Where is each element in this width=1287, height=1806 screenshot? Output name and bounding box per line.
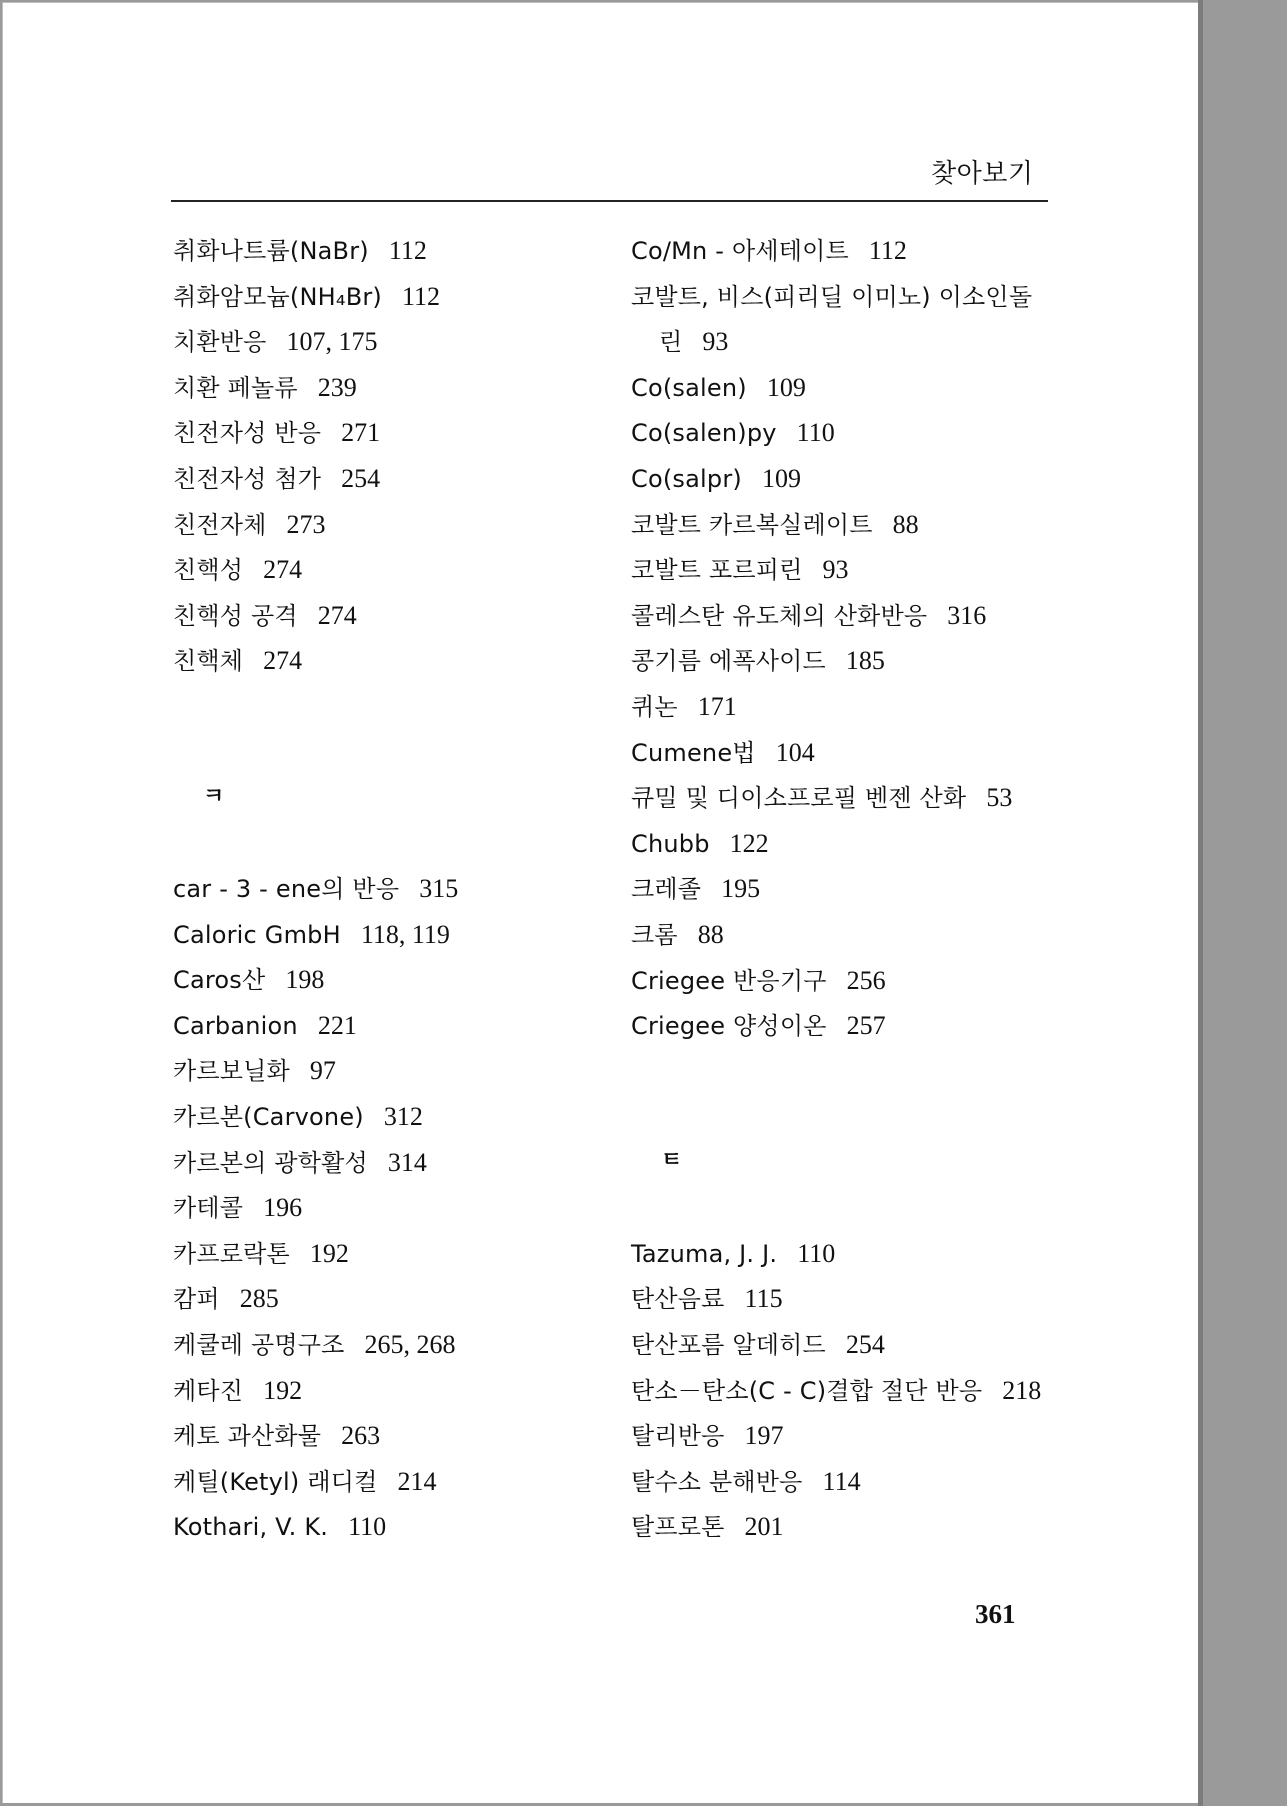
index-entry [173,277,440,317]
index-entry [631,1325,885,1365]
index-pages: 112 [868,236,907,265]
index-entry [631,1416,784,1456]
index-entry [631,778,1012,818]
page-number: 361 [975,1599,1016,1629]
index-entry [173,869,458,909]
index-term: Tazuma, J. J. [631,1239,778,1268]
index-pages: 88 [697,920,724,949]
index-pages: 195 [721,874,761,904]
index-entry [173,459,380,499]
index-pages: 285 [239,1284,279,1314]
index-term: car - 3 - ene의 반응 [173,875,400,903]
index-entry [173,550,302,590]
index-entry [173,1188,302,1228]
index-pages: 107, 175 [286,327,378,357]
index-pages: 273 [286,509,326,539]
index-pages: 221 [317,1010,357,1040]
index-pages: 257 [846,1011,886,1041]
index-term: 코발트 포르피린 [631,556,803,585]
index-pages: 254 [845,1330,885,1359]
index-pages: 109 [761,464,801,493]
index-pages: 214 [397,1466,437,1496]
index-entry [631,1006,886,1046]
index-entry [173,1051,336,1091]
index-entry [631,1507,784,1547]
index-pages: 110 [797,1238,836,1268]
running-header-title: 찾아보기 [931,159,1034,189]
index-term: Criegee 양성이온 [631,1012,827,1041]
index-pages: 198 [285,965,325,995]
index-term: 탈리반응 [631,1422,725,1451]
index-pages: 53 [986,783,1013,813]
index-pages: 112 [402,281,441,311]
index-entry [631,505,919,545]
index-pages: 192 [309,1238,349,1268]
index-term: 치환 페놀류 [173,373,298,402]
index-pages: 263 [341,1421,381,1451]
index-term: 카르보닐화 [173,1057,290,1086]
index-entry [631,231,907,271]
index-entry [631,1279,783,1319]
index-entry [631,687,737,727]
index-pages: 271 [341,418,381,448]
index-pages: 312 [383,1102,423,1131]
index-term: 케틸(Ketyl) 래디컬 [173,1467,378,1496]
header-rule [171,200,1048,202]
index-term: 친핵성 [173,556,244,585]
index-term: Co(salpr) [631,465,742,493]
index-term: 취화나트륨(NaBr) [173,237,369,265]
index-pages: 254 [341,464,381,493]
index-pages: 239 [317,372,357,402]
index-term: 탄산포름 알데히드 [631,1331,826,1359]
index-term: 카르본(Carvone) [173,1103,364,1131]
index-term: Caloric GmbH [173,920,341,949]
index-term: 카테콜 [173,1194,244,1223]
index-entry [631,1462,861,1502]
index-entry [631,413,835,453]
index-entry [631,641,885,681]
index-entry [631,550,849,590]
index-pages: 112 [388,236,427,265]
index-term: Kothari, V. K. [173,1513,329,1542]
index-pages: 110 [348,1512,387,1542]
index-entry [631,368,806,408]
index-entry [173,231,427,271]
index-term: 탈수소 분해반응 [631,1467,803,1496]
index-term: Co(salen) [631,373,747,402]
index-pages: 109 [766,372,806,402]
page-edge-shadow [1198,0,1203,1806]
index-entry [173,1097,423,1137]
index-pages: 315 [419,874,459,903]
index-term: 치환반응 [173,328,267,357]
index-entry [173,641,302,681]
index-term: 크레졸 [631,875,702,904]
index-entry [631,459,801,499]
index-entry [173,1279,279,1319]
index-entry [631,733,815,773]
index-term: 친전자성 반응 [173,419,322,448]
section-heading-t: ㅌ [661,1148,683,1173]
index-entry [173,1371,302,1411]
index-pages: 115 [744,1284,783,1314]
index-pages: 110 [796,418,835,448]
index-term: 캄퍼 [173,1285,220,1314]
index-pages: 201 [744,1512,784,1542]
section-heading-k: ㅋ [203,784,225,809]
index-term: 퀴논 [631,693,678,721]
index-term: 콩기름 에폭사이드 [631,647,826,676]
index-term: 탄소－탄소(C - C)결합 절단 반응 [631,1376,983,1405]
index-term: 카르본의 광학활성 [173,1148,368,1177]
index-term: 코발트, 비스(피리딜 이미노) 이소인돌 [631,282,1033,311]
index-term: 카프로락톤 [173,1239,290,1268]
index-pages: 256 [846,965,886,995]
index-pages: 196 [263,1193,303,1223]
index-term: 케타진 [173,1376,244,1405]
index-entry [631,1234,835,1274]
index-term: Caros산 [173,966,266,995]
index-term: 코발트 카르복실레이트 [631,510,873,539]
index-term: 친전자성 첨가 [173,465,322,493]
index-entry [631,869,760,909]
index-pages: 274 [263,555,303,585]
index-term: 탄산음료 [631,1285,725,1314]
index-pages: 314 [387,1147,427,1177]
index-pages: 171 [697,692,737,721]
index-pages: 274 [263,646,303,676]
index-entry [173,915,450,955]
index-term: 케쿨레 공명구조 [173,1331,345,1359]
index-pages: 93 [822,555,849,585]
book-page [2,2,1199,1803]
index-entry [631,1371,1041,1411]
index-pages: 114 [822,1466,861,1496]
index-entry [173,322,378,362]
index-pages: 274 [317,600,357,630]
index-entry [173,960,324,1000]
index-pages: 185 [845,646,885,676]
index-term: 케토 과산화물 [173,1422,322,1451]
index-entry [173,596,357,636]
index-term: Criegee 반응기구 [631,966,827,995]
index-entry [173,505,326,545]
index-entry [631,277,1052,317]
index-entry [173,1507,386,1547]
index-pages: 122 [729,828,769,858]
index-term: 크롬 [631,921,678,949]
index-pages: 88 [892,509,919,539]
index-pages: 316 [947,600,987,630]
index-term: Chubb [631,829,710,858]
index-term: 친핵성 공격 [173,601,298,630]
index-entry [631,915,724,955]
index-term: 린 [659,328,683,357]
index-pages: 97 [309,1056,336,1086]
index-pages: 197 [744,1421,784,1451]
index-pages: 104 [775,737,815,767]
index-entry [173,1143,427,1183]
index-term: Co(salen)py [631,419,777,448]
index-term: Cumene법 [631,738,756,767]
index-pages: 93 [702,327,729,357]
index-term: 친전자체 [173,510,267,539]
index-term: 콜레스탄 유도체의 산화반응 [631,601,928,630]
index-term: 큐밀 및 디이소프로필 벤젠 산화 [631,784,967,813]
index-pages: 265, 268 [364,1330,456,1359]
index-term: Co/Mn - 아세테이트 [631,237,849,265]
index-term: 취화암모늄(NH₄Br) [173,282,382,311]
index-entry [173,413,380,453]
index-pages: 218 [1002,1375,1042,1405]
index-entry-continuation [659,322,728,362]
index-pages: 118, 119 [360,919,450,949]
index-pages: 192 [263,1375,303,1405]
index-term: 친핵체 [173,647,244,676]
index-entry [173,1234,349,1274]
index-entry [631,596,986,636]
index-entry [631,824,769,864]
index-entry [173,1006,357,1046]
index-entry [173,1416,380,1456]
index-entry [173,368,357,408]
index-entry [173,1325,456,1365]
index-term: 탈프로톤 [631,1513,725,1542]
index-entry [631,961,886,1001]
index-entry [173,1462,436,1502]
index-term: Carbanion [173,1011,298,1040]
